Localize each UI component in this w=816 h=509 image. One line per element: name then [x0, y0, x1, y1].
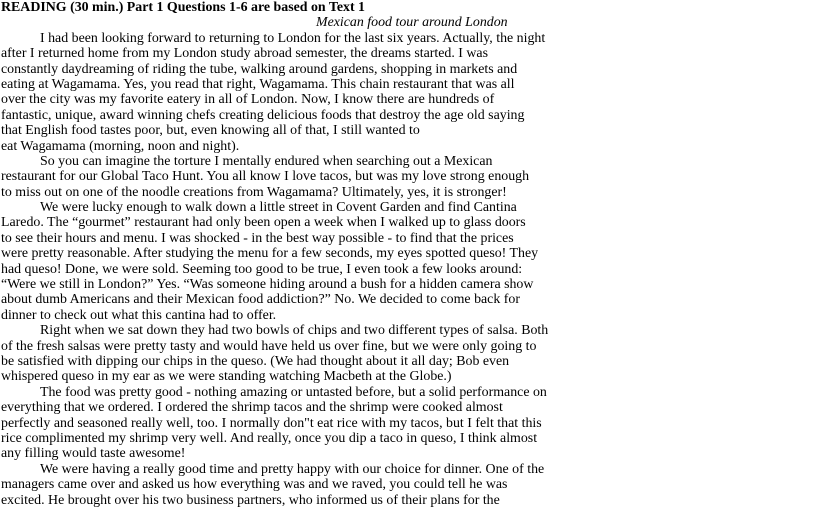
text-line: fantastic, unique, award winning chefs creating delicious foods that destroy the age old saying [1, 107, 525, 123]
text-line: restaurant for our Global Taco Hunt. You all know I love tacos, but was my love strong enough [1, 169, 530, 185]
text-title: Mexican food tour around London [316, 15, 508, 31]
text-line: be satisfied with dipping our chips in the queso. (We had thought about it all day; Bob even [1, 353, 510, 369]
text-line: eat Wagamama (morning, noon and night). [1, 138, 240, 154]
text-line: that English food tastes poor, but, even knowing all of that, I still wanted to [1, 123, 420, 139]
text-line: dinner to check out what this cantina had to offer. [1, 307, 277, 323]
text-line: any filling would taste awesome! [1, 446, 186, 462]
text-line: Right when we sat down they had two bowls of chips and two different types of salsa. Both [40, 323, 549, 339]
text-line: We were lucky enough to walk down a little street in Covent Garden and find Cantina [40, 200, 517, 216]
text-line: whispered queso in my ear as we were standing watching Macbeth at the Globe.) [1, 369, 452, 385]
text-line: So you can imagine the torture I mentally endured when searching out a Mexican [40, 153, 493, 169]
text-line: eating at Wagamama. Yes, you read that right, Wagamama. This chain restaurant that was all [1, 76, 515, 92]
text-line: after I returned home from my London study abroad semester, the dreams started. I was [1, 46, 488, 62]
text-line: managers came over and asked us how everything was and we raved, you could tell he was [1, 477, 508, 493]
section-heading: READING (30 min.) Part 1 Questions 1-6 are based on Text 1 [1, 0, 365, 15]
text-line: of the fresh salsas were pretty tasty and would have held us over fine, but we were only going to [1, 338, 537, 354]
text-line: rice complimented my shrimp very well. And really, once you dip a taco in queso, I think almost [1, 430, 538, 446]
text-line: everything that we ordered. I ordered the shrimp tacos and the shrimp were cooked almost [1, 400, 503, 416]
text-line: to miss out on one of the noodle creations from Wagamama? Ultimately, yes, it is stronger! [1, 184, 507, 200]
text-line: about dumb Americans and their Mexican food addiction?” No. We decided to come back for [1, 292, 520, 308]
article-body [0, 31, 816, 508]
text-line: The food was pretty good - nothing amazing or untasted before, but a solid performance on [40, 384, 547, 400]
text-line: had queso! Done, we were sold. Seeming too good to be true, I even took a few looks around: [1, 261, 523, 277]
text-line: “Were we still in London?” Yes. “Was someone hiding around a bush for a hidden camera show [1, 277, 534, 293]
text-line: excited. He brought over his two business partners, who informed us of their plans for the [1, 492, 500, 508]
text-line: Laredo. The “gourmet” restaurant had only been open a week when I walked up to glass doors [1, 215, 526, 231]
text-line: constantly daydreaming of riding the tube, walking around gardens, shopping in markets and [1, 61, 518, 77]
text-line: We were having a really good time and pretty happy with our choice for dinner. One of the [40, 461, 545, 477]
text-line: to see their hours and menu. I was shocked - in the best way possible - to find that the prices [1, 230, 514, 246]
text-line: were pretty reasonable. After studying the menu for a few seconds, my eyes spotted queso! They [1, 246, 539, 262]
text-line: I had been looking forward to returning to London for the last six years. Actually, the night [40, 30, 546, 46]
text-line: over the city was my favorite eatery in all of London. Now, I know there are hundreds of [1, 92, 495, 108]
text-line: perfectly and seasoned really well, too. I normally don"t eat rice with my tacos, but I felt that this [1, 415, 542, 431]
